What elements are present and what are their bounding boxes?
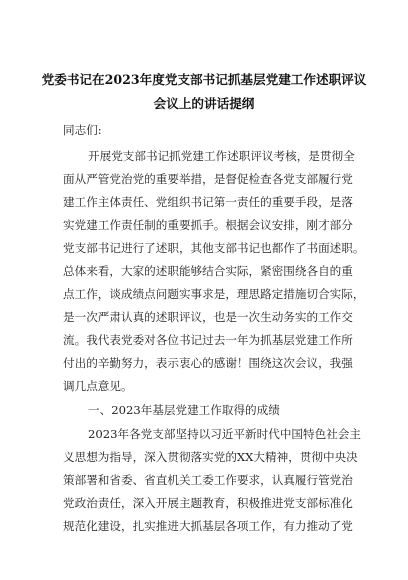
body-line: 策部署和省委、省直机关工委工作要求，认真履行管党治 bbox=[63, 473, 353, 487]
body-line: 建工作主体责任、党组织书记第一责任的重要手段，是落 bbox=[63, 195, 353, 209]
title-line-2: 会议上的讲话提纲 bbox=[153, 96, 255, 111]
body-line: 付出的辛勤努力，表示衷心的感谢！围绕这次会议，我强 bbox=[63, 356, 353, 370]
body-line: 党政治责任，深入开展主题教育，积极推进党支部标准化 bbox=[63, 496, 353, 510]
body-line: 党支部书记进行了述职，其他支部书记也都作了书面述职。 bbox=[63, 241, 365, 255]
salutation: 同志们: bbox=[63, 123, 102, 137]
body-line: 总体来看，大家的述职能够结合实际，紧密围绕各自的重 bbox=[63, 264, 353, 278]
body-line: 流。我代表党委对各位书记过去一年为抓基层党建工作所 bbox=[63, 333, 353, 347]
body-line: 面从严管党治党的重要举措，是督促检查各党支部履行党 bbox=[63, 172, 353, 186]
section-heading: 一、2023年基层党建工作取得的成绩 bbox=[88, 403, 280, 417]
body-line: 义思想为指导，深入贯彻落实党的XX大精神，贯彻中央决 bbox=[63, 450, 358, 464]
body-line: 调几点意见。 bbox=[63, 379, 133, 393]
body-line: 实党建工作责任制的重要抓手。根据会议安排，刚才部分 bbox=[63, 218, 353, 232]
body-line: 规范化建设，扎实推进大抓基层各项工作，有力推动了党 bbox=[63, 519, 353, 533]
body-line: 2023年各党支部坚持以习近平新时代中国特色社会主 bbox=[88, 427, 361, 441]
title-line-1: 党委书记在2023年度党支部书记抓基层党建工作述职评议 bbox=[41, 72, 367, 87]
body-line: 开展党支部书记抓党建工作述职评议考核，是贯彻全 bbox=[88, 149, 355, 163]
body-line: 是一次严肃认真的述职评议，也是一次生动务实的工作交 bbox=[63, 310, 353, 324]
document-title bbox=[40, 68, 368, 116]
body-line: 点工作，谈成绩点问题实事求是，理思路定措施切合实际， bbox=[63, 287, 365, 301]
